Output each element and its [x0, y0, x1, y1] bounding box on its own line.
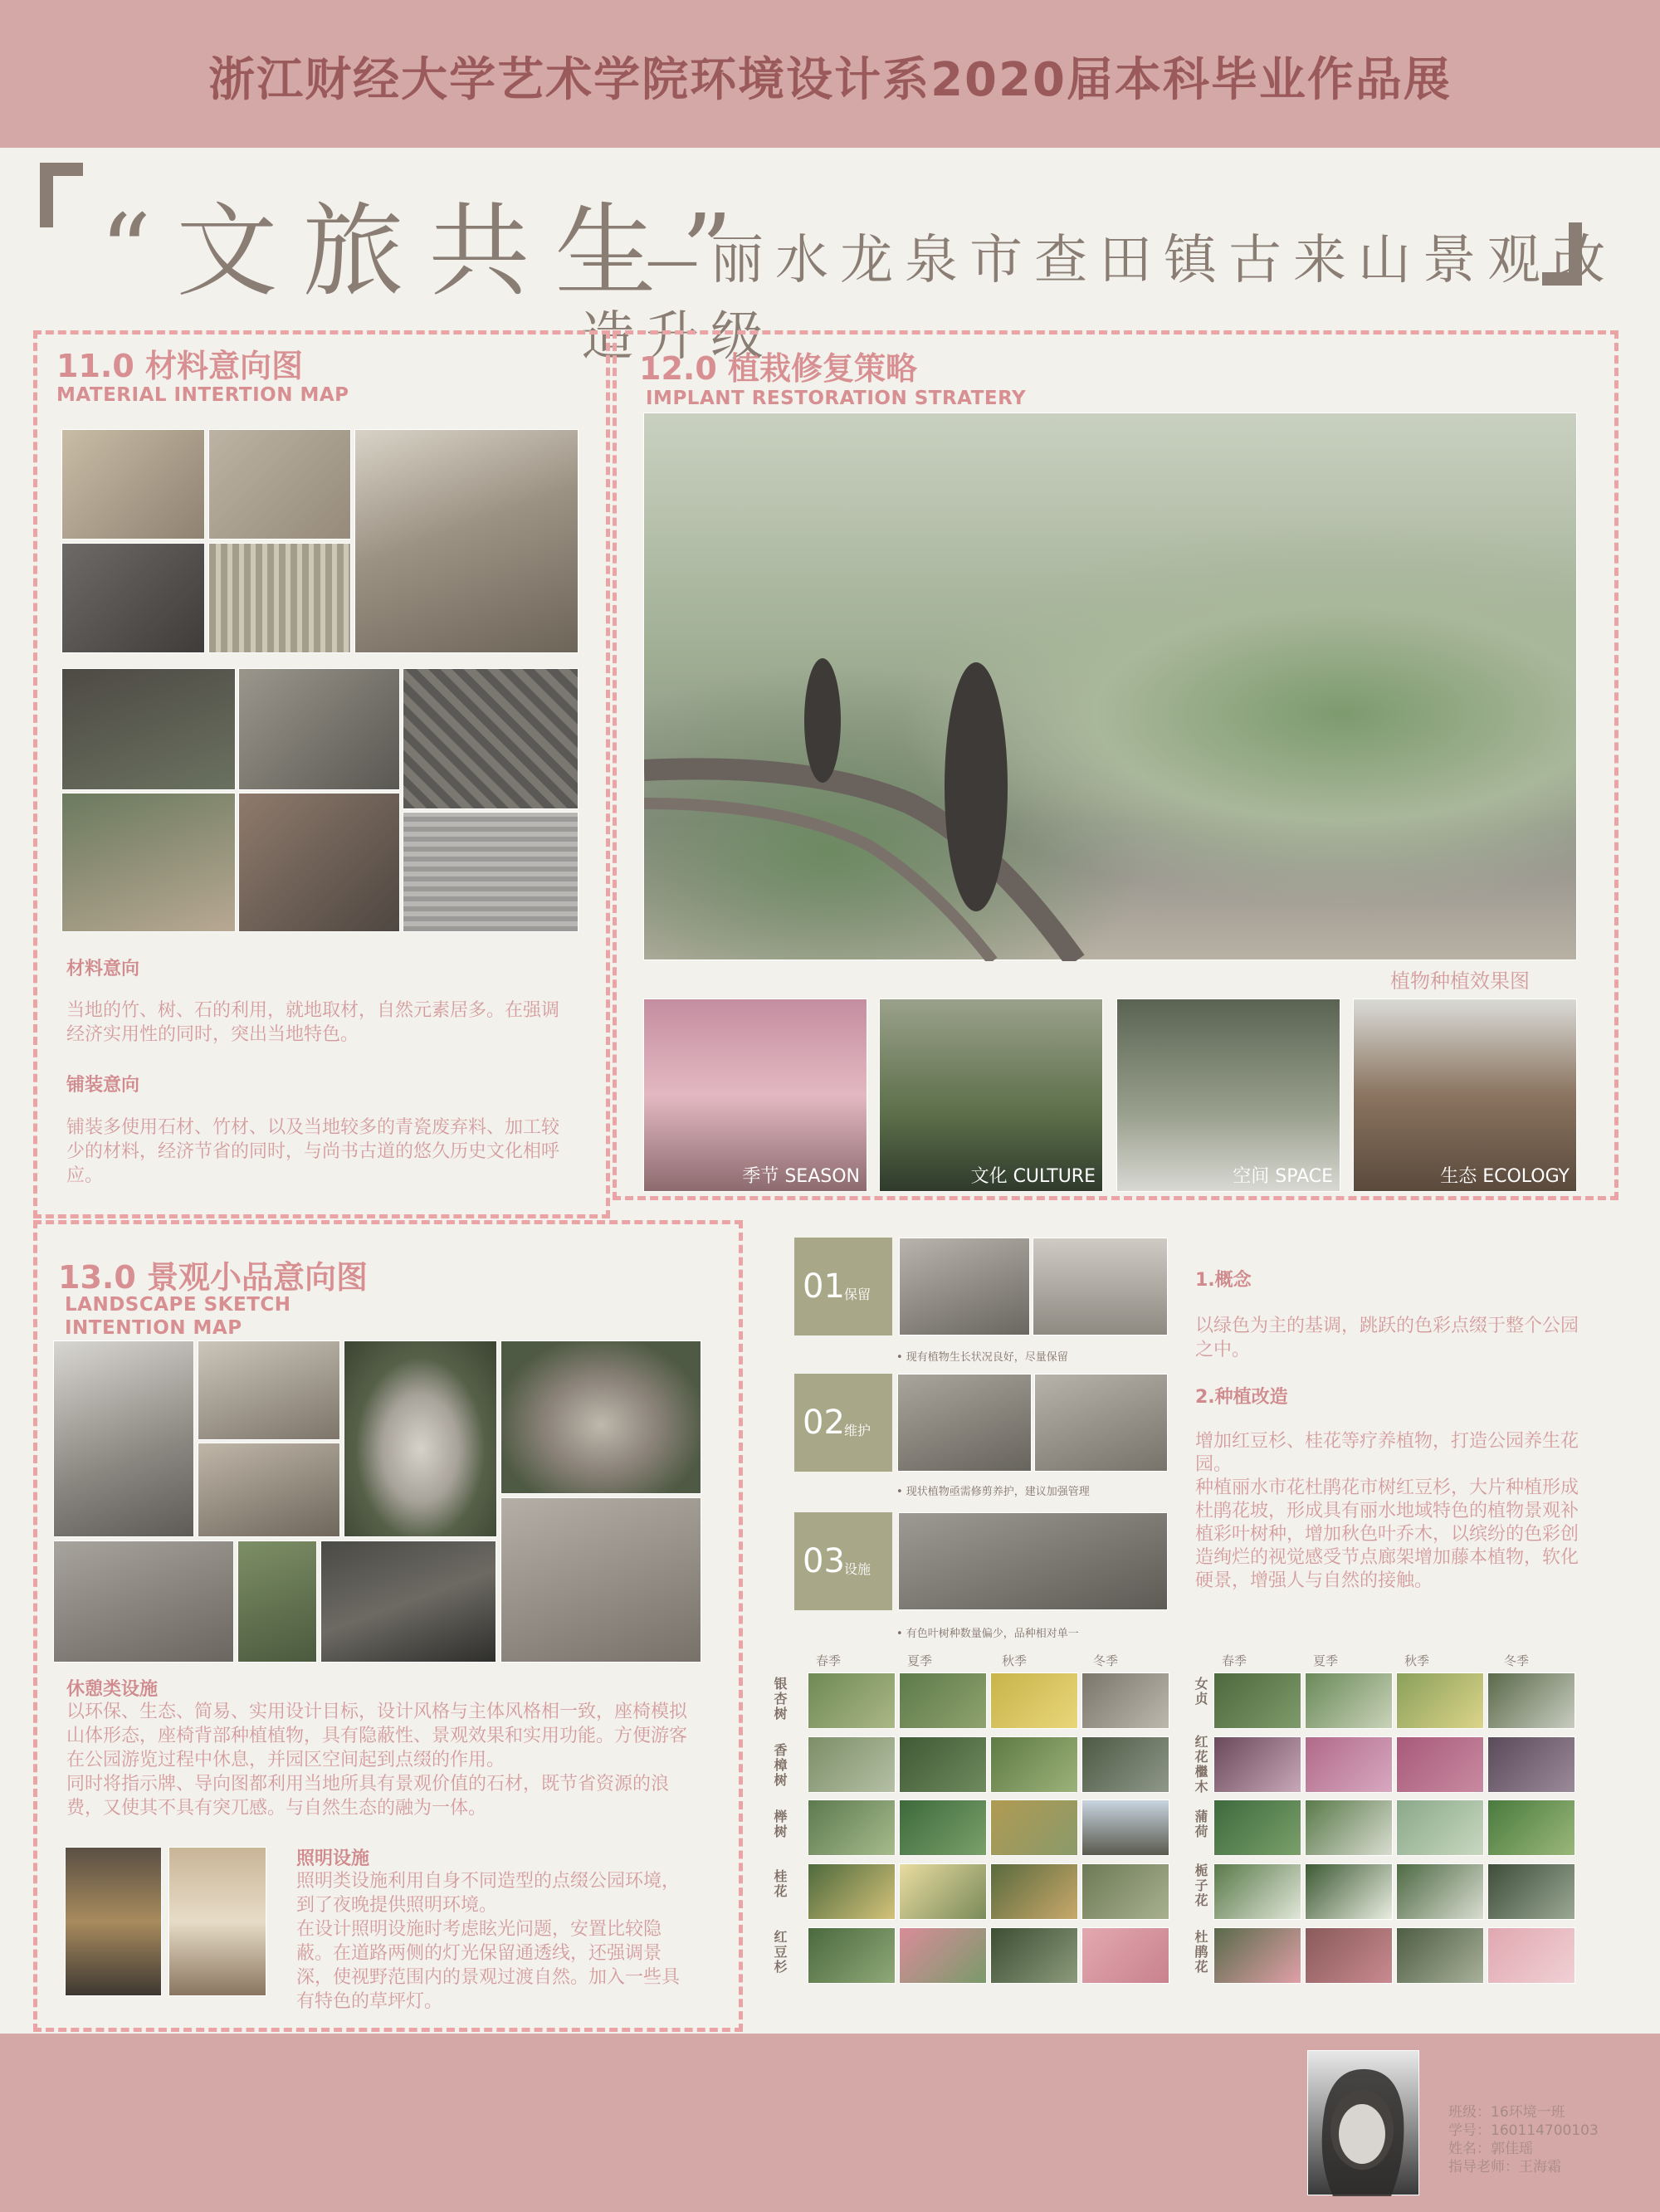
photo-stone-wall	[354, 429, 579, 653]
season-header-winter: 冬季	[1503, 1653, 1529, 1668]
rest-facility-heading: 休憩类设施	[66, 1679, 159, 1700]
plant-cell	[1305, 1736, 1393, 1793]
section-12-heading: 12.0 植栽修复策略	[639, 350, 917, 387]
plant-label-mint: 蒲荷	[1193, 1809, 1208, 1839]
plant-cell	[1213, 1799, 1301, 1856]
photo-boulder-sign	[344, 1340, 497, 1537]
photo-wood-logs	[61, 429, 205, 540]
plant-cell	[1305, 1927, 1393, 1984]
plant-cell	[1487, 1736, 1575, 1793]
render-path-overlay	[644, 413, 1578, 961]
material-text: 当地的竹、树、石的利用，就地取材，自然元素居多。在强调经济实用性的同时，突出当地特色。	[66, 1000, 560, 1045]
plant-cell	[1396, 1927, 1484, 1984]
plant-cell	[990, 1799, 1078, 1856]
photo-stone-sign	[500, 1340, 701, 1494]
strategy-label-03: 设施	[844, 1561, 872, 1577]
photo-keep-1	[899, 1238, 1030, 1336]
photo-bamboo-wall	[208, 543, 351, 653]
section-13-heading: 13.0 景观小品意向图	[58, 1259, 368, 1296]
strategy-label-02: 维护	[844, 1423, 872, 1438]
render-caption: 植物种植效果图	[1390, 969, 1530, 993]
photo-curved-bench	[198, 1340, 340, 1440]
plant-cell	[990, 1927, 1078, 1984]
photo-rock-seats	[320, 1541, 496, 1663]
plant-cell	[1081, 1672, 1169, 1729]
photo-keep-2	[1033, 1238, 1168, 1336]
theme-caption-space: 空间 SPACE	[1233, 1166, 1333, 1187]
section-11-subheading: MATERIAL INTERTION MAP	[56, 384, 349, 406]
plant-cell	[808, 1863, 896, 1920]
plant-cell	[1396, 1736, 1484, 1793]
section-12-subheading: IMPLANT RESTORATION STRATERY	[646, 388, 1027, 409]
photo-maintain-2	[1034, 1374, 1168, 1472]
concept-text: 以绿色为主的基调，跳跃的色彩点缀于整个公园之中。	[1195, 1316, 1579, 1360]
lighting-text: 照明类设施利用自身不同造型的点缀公园环境，到了夜晚提供照明环境。 在设计照明设施时考虑眩光问题，安置比较隐蔽。在道路两侧的灯光保留通透线，还强调景深，使视野范围内的景观过渡自然。加入一些具有特色的草坪灯。	[296, 1871, 681, 2012]
plant-label-loropetalum: 红花檵木	[1193, 1735, 1208, 1795]
photo-space	[1116, 999, 1340, 1192]
theme-caption-season: 季节 SEASON	[742, 1166, 860, 1187]
plant-cell	[1081, 1927, 1169, 1984]
plant-cell	[1396, 1799, 1484, 1856]
photo-seated-bench	[198, 1443, 340, 1537]
plant-cell	[1487, 1799, 1575, 1856]
photo-culture	[879, 999, 1103, 1192]
season-header-spring: 春季	[1221, 1653, 1247, 1668]
student-id: 学号：160114700103	[1448, 2122, 1599, 2139]
photo-stone-bins-1	[53, 1541, 234, 1663]
plant-cell	[899, 1736, 987, 1793]
season-header-summer: 夏季	[906, 1653, 932, 1668]
student-advisor: 指导老师：王海霜	[1448, 2159, 1561, 2175]
plant-label-privet: 女贞	[1193, 1677, 1208, 1707]
plant-cell	[1305, 1672, 1393, 1729]
plant-cell	[1487, 1927, 1575, 1984]
photo-stone-steps	[238, 668, 400, 790]
plant-cell	[1081, 1736, 1169, 1793]
photo-wood-steps	[61, 668, 236, 790]
photo-maintain-1	[897, 1374, 1032, 1472]
strategy-label-01: 保留	[844, 1287, 872, 1302]
strategy-num-03: 03	[803, 1542, 845, 1580]
title-bracket-right	[1542, 222, 1582, 286]
plant-label-camphor: 香樟树	[772, 1743, 788, 1788]
avatar-silhouette	[1308, 2051, 1420, 2196]
season-header-spring: 春季	[815, 1653, 841, 1668]
title-bracket-left	[40, 163, 83, 227]
photo-facility	[898, 1512, 1168, 1610]
photo-stone-paving	[403, 812, 579, 932]
concept-heading: 1.概念	[1195, 1270, 1252, 1291]
plant-cell	[990, 1672, 1078, 1729]
season-header-autumn: 秋季	[1404, 1653, 1429, 1668]
plant-cell	[1396, 1863, 1484, 1920]
plant-cell	[899, 1863, 987, 1920]
plant-cell	[899, 1799, 987, 1856]
strategy-note-02: • 现状植物亟需修剪养护，建议加强管理	[896, 1486, 1090, 1498]
season-header-autumn: 秋季	[1001, 1653, 1027, 1668]
plant-cell	[1487, 1863, 1575, 1920]
plant-label-ginkgo: 银杏树	[772, 1677, 788, 1721]
plant-label-zelkova: 榉树	[772, 1809, 788, 1839]
student-name: 姓名：郭佳瑶	[1448, 2141, 1533, 2157]
theme-caption-ecology: 生态 ECOLOGY	[1440, 1166, 1570, 1187]
photo-season	[643, 999, 867, 1192]
plant-cell	[990, 1736, 1078, 1793]
plant-cell	[808, 1927, 896, 1984]
student-avatar	[1307, 2050, 1419, 2195]
strategy-box-01	[794, 1238, 892, 1336]
lighting-heading: 照明设施	[296, 1848, 370, 1869]
project-subtitle: ——丽水龙泉市查田镇古来山景观改造升级	[581, 230, 1617, 368]
student-class: 班级：16环境一班	[1448, 2104, 1565, 2121]
plant-cell	[1213, 1672, 1301, 1729]
photo-lamp-1	[65, 1847, 162, 1996]
paving-heading: 铺装意向	[66, 1075, 140, 1096]
strategy-note-01: • 现有植物生长状况良好，尽量保留	[896, 1351, 1068, 1364]
material-heading: 材料意向	[66, 959, 140, 979]
photo-lamp-2	[168, 1847, 266, 1996]
plant-cell	[808, 1736, 896, 1793]
photo-stone-bins-2	[500, 1497, 701, 1663]
photo-boardwalk	[61, 793, 236, 932]
plant-cell	[1305, 1863, 1393, 1920]
plant-cell	[1081, 1863, 1169, 1920]
plant-cell	[808, 1799, 896, 1856]
strategy-num-01: 01	[803, 1267, 845, 1306]
season-header-summer: 夏季	[1312, 1653, 1338, 1668]
planting-heading: 2.种植改造	[1195, 1387, 1288, 1408]
strategy-box-03	[794, 1512, 892, 1610]
plant-cell	[1396, 1672, 1484, 1729]
plant-cell	[990, 1863, 1078, 1920]
project-title: “文旅共生”	[100, 193, 758, 310]
plant-label-gardenia: 栀子花	[1193, 1863, 1208, 1908]
photo-wave-bench	[53, 1340, 194, 1537]
planting-text: 增加红豆杉、桂花等疗养植物，打造公园养生花园。 种植丽水市花杜鹃花市树红豆杉，大片种植形成杜鹃花坡，形成具有丽水地域特色的植物景观补植彩叶树种，增加秋色叶乔木，以缤纷的色彩创造绚烂的视觉感受节点廊架增加藤本植物，软化硬景，增强人与自然的接触。	[1195, 1431, 1579, 1591]
exhibition-title: 浙江财经大学艺术学院环境设计系2020届本科毕业作品展	[208, 53, 1452, 107]
section-11-heading: 11.0 材料意向图	[56, 348, 303, 384]
photo-cobble-paving	[403, 668, 579, 809]
strategy-box-02	[794, 1374, 892, 1472]
photo-slate-wall	[61, 543, 205, 653]
plant-cell	[1213, 1863, 1301, 1920]
plant-cell	[808, 1672, 896, 1729]
photo-stepping-stones	[238, 793, 400, 932]
plant-cell	[1305, 1799, 1393, 1856]
plant-cell	[899, 1927, 987, 1984]
planting-render-image	[643, 413, 1577, 960]
photo-earth-wall	[208, 429, 351, 540]
plant-cell	[1487, 1672, 1575, 1729]
theme-caption-culture: 文化 CULTURE	[970, 1166, 1096, 1187]
section-13-subheading: LANDSCAPE SKETCH INTENTION MAP	[65, 1294, 291, 1339]
photo-bamboo-bin	[237, 1541, 317, 1663]
paving-text: 铺装多使用石材、竹材、以及当地较多的青瓷废弃料、加工较少的材料，经济节省的同时，与尚书古道的悠久历史文化相呼应。	[66, 1117, 560, 1186]
photo-ecology	[1353, 999, 1577, 1192]
plant-label-azalea: 杜鹃花	[1193, 1930, 1208, 1975]
plant-label-osmanthus: 桂花	[772, 1869, 788, 1899]
plant-cell	[1081, 1799, 1169, 1856]
plant-label-yew: 红豆杉	[772, 1930, 788, 1975]
rest-facility-text: 以环保、生态、简易、实用设计目标，设计风格与主体风格相一致，座椅模拟山体形态，座椅背部种植植物，具有隐蔽性、景观效果和实用功能。方便游客在公园游览过程中休息，并园区空间起到点缀的作用。 同时将指示牌、导向图都利用当地所具有景观价值的石材，既节省资源的浪费，又使其不具有突兀感。与自然生态的融为一体。	[66, 1702, 688, 1819]
plant-cell	[1213, 1927, 1301, 1984]
strategy-note-03: • 有色叶树种数量偏少，品种相对单一	[896, 1628, 1079, 1640]
season-header-winter: 冬季	[1092, 1653, 1118, 1668]
plant-cell	[899, 1672, 987, 1729]
strategy-num-02: 02	[803, 1404, 845, 1442]
plant-cell	[1213, 1736, 1301, 1793]
